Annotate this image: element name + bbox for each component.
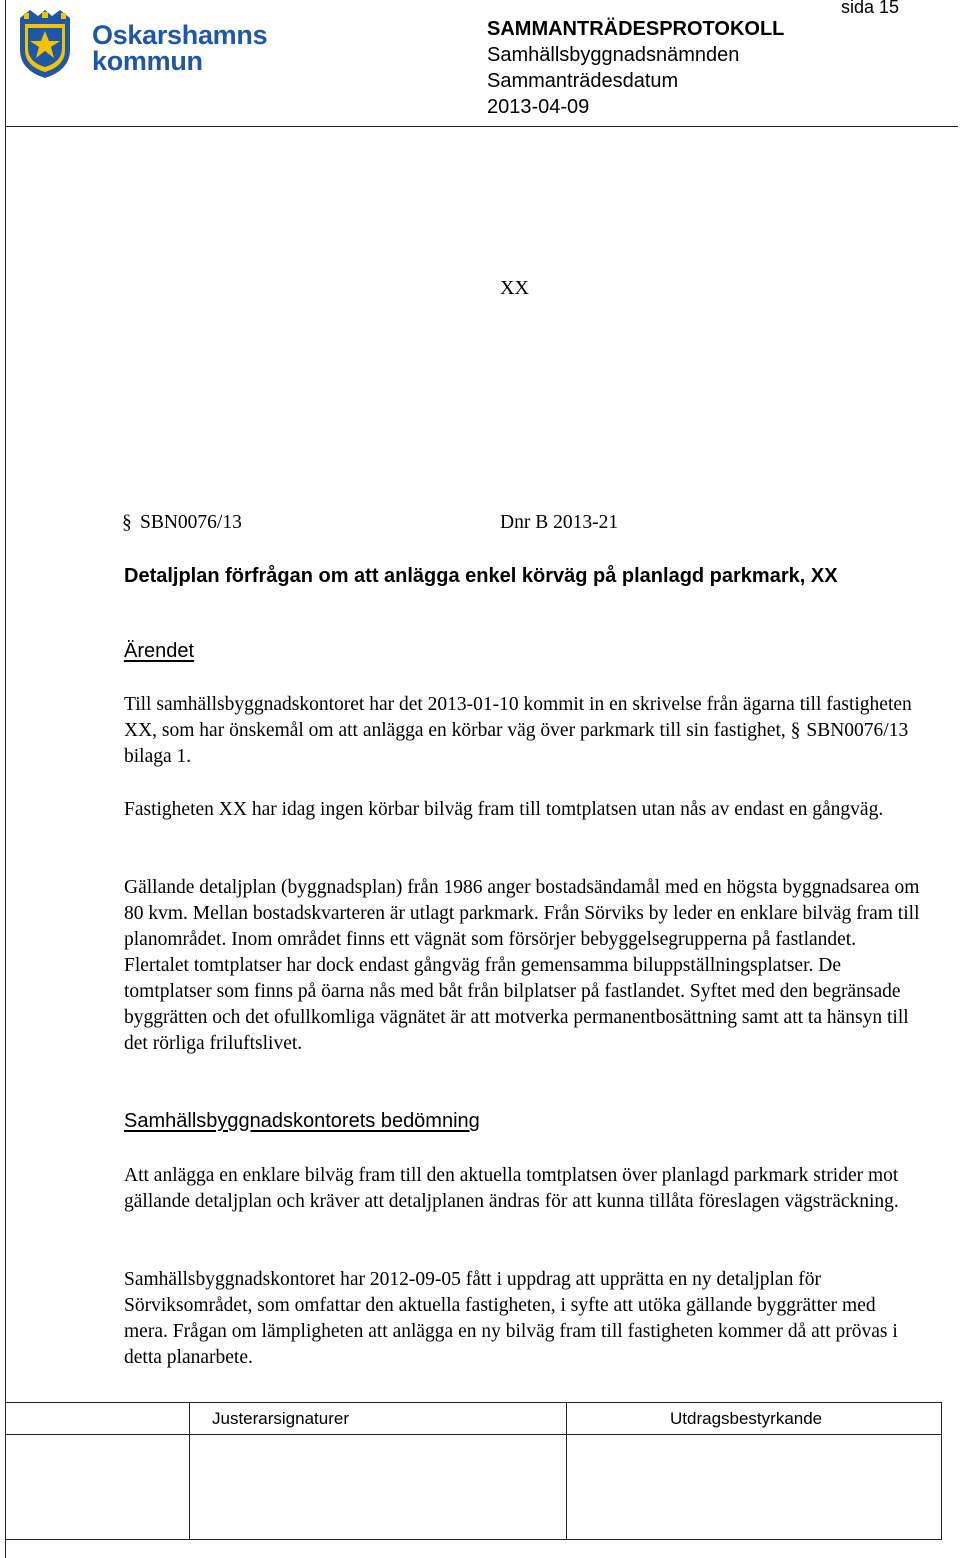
arendet-heading: Ärendet (124, 640, 195, 662)
signature-header-divider (6, 1434, 941, 1435)
coat-of-arms-icon (16, 10, 74, 78)
diary-number: Dnr B 2013-21 (500, 512, 619, 533)
board-name: Samhällsbyggnadsnämnden (487, 44, 740, 66)
extract-certification-label: Utdragsbestyrkande (670, 1409, 823, 1428)
paragraph-4: Att anlägga en enklare bilväg fram till den aktuella tomtplatsen över planlagd parkmark strider mot gällande detaljplan och kräver att detaljplanen ändras för att kunna tillåta föreslagen vägsträckning. (124, 1165, 899, 1212)
paragraph-1-text: Till samhällsbyggnadskontoret har det 2013-01-10 kommit in en skrivelse från ägarna till fastigheten XX, som har önskemål om att anlägga en körbar väg över parkmark till sin fastighet, (124, 694, 912, 741)
logo-line-1: Oskarshamns (92, 20, 268, 50)
paragraph-sign: § (122, 512, 132, 533)
signature-cell-1 (6, 1403, 190, 1539)
meeting-date-label: Sammanträdesdatum (487, 70, 679, 92)
paragraph-1-reference: SBN0076/13 bilaga 1. (124, 720, 909, 767)
left-margin-rule (5, 0, 6, 1558)
header-divider (5, 126, 958, 127)
page-number: sida 15 (841, 0, 900, 17)
paragraph-2: Fastigheten XX har idag ingen körbar bilväg fram till tomtplatsen utan nås av endast en gångväg. (124, 799, 884, 820)
signatures-label: Justerarsignaturer (212, 1409, 350, 1428)
meeting-date: 2013-04-09 (487, 96, 590, 118)
logo-line-2: kommun (92, 46, 203, 76)
municipality-logo (16, 10, 266, 82)
protocol-title: SAMMANTRÄDESPROTOKOLL (487, 18, 785, 40)
signature-table (5, 1402, 942, 1540)
protocol-header (487, 16, 784, 120)
paragraph-3: Gällande detaljplan (byggnadsplan) från 1986 anger bostadsändamål med en högsta byggnadsarea om 80 kvm. Mellan bostadskvarteren är utlagt parkmark. Från Sörviks by leder en enklare bilväg fram till planområdet. Inom området finns ett vägnät som försörjer bebyggelsegrupperna på fastlandet. Flertalet tomtplatser har dock endast gångväg från gemensamma biluppställningsplatser. De tomtplatser som finns på öarna nås med båt från bilplatser på fastlandet. Syftet med den begränsade byggrätten och det ofullkomliga vägnätet är att motverka permanentbosättning samt att ta hänsyn till det rörliga friluftslivet. (124, 877, 920, 1054)
case-number: SBN0076/13 (140, 512, 242, 533)
logo-wordmark (92, 22, 267, 74)
redacted-name: XX (500, 277, 529, 299)
paragraph-5: Samhällsbyggnadskontoret har 2012-09-05 fått i uppdrag att upprätta en ny detaljplan för Sörviksområdet, som omfattar den aktuella fastigheten, i syfte att utöka gällande byggrätter med mera. Frågan om lämpligheten att anlägga en ny bilväg fram till fastigheten kommer då att prövas i detta planarbete. (124, 1269, 898, 1368)
paragraph-1-section-sign: § (790, 720, 801, 741)
paragraph-1 (124, 692, 924, 770)
item-title: Detaljplan förfrågan om att anlägga enkel körväg på planlagd parkmark, XX (124, 565, 838, 587)
assessment-heading: Samhällsbyggnadskontorets bedömning (124, 1110, 480, 1132)
